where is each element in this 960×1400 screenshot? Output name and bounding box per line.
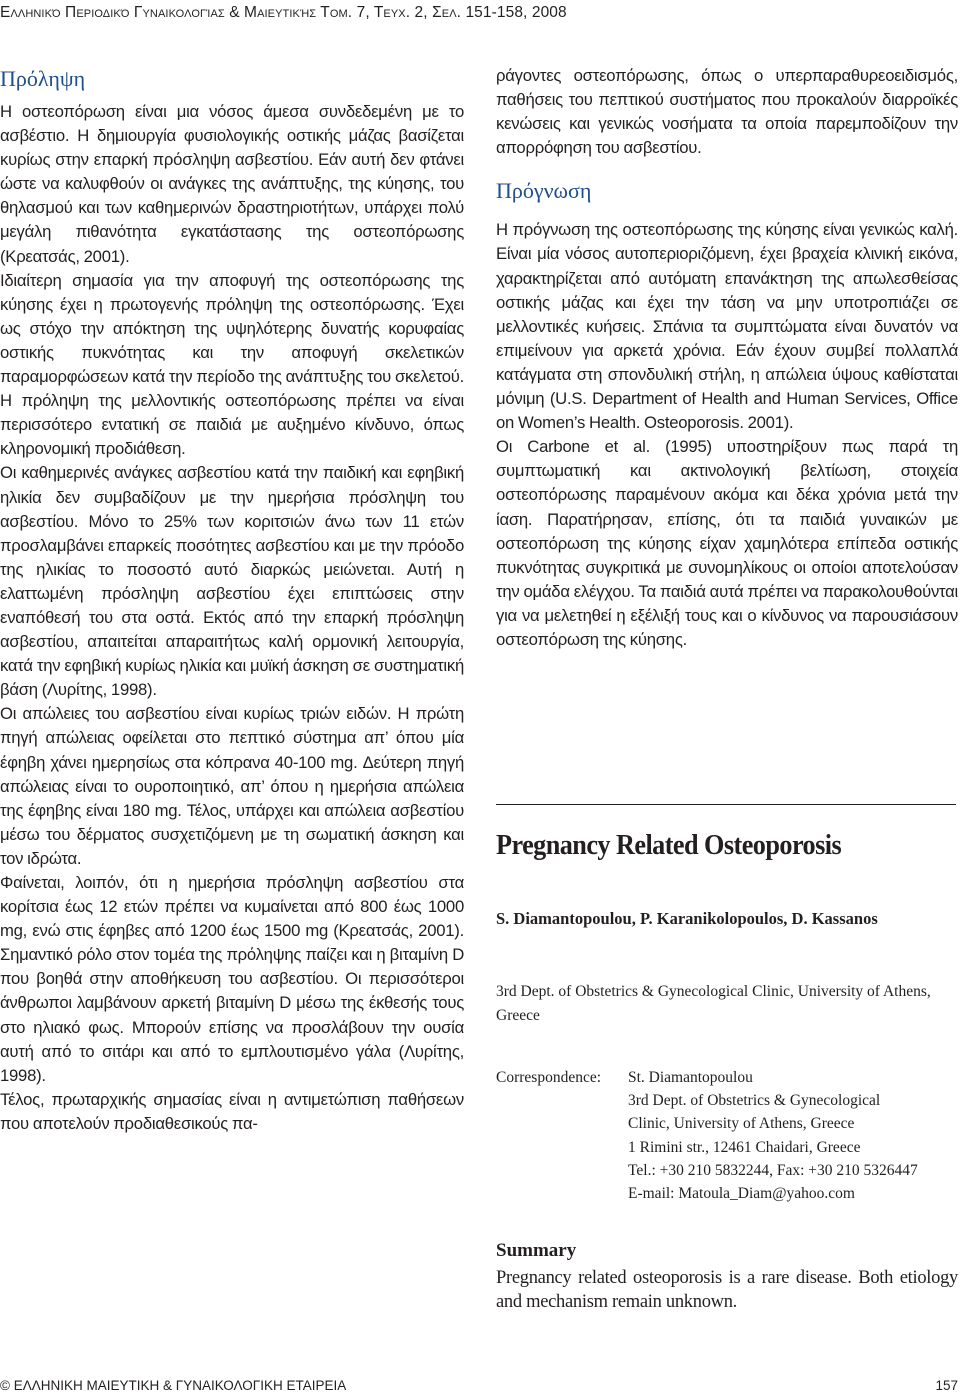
page-number: 157: [935, 1378, 958, 1393]
affiliation: 3rd Dept. of Obstetrics & Gynecological Clinic, University of Athens, Greece: [496, 983, 931, 1024]
section-heading-prognosis: Πρόγνωση: [496, 178, 592, 204]
paragraph: Οι Carbone et al. (1995) υποστηρίξουν πως παρά τη συμπτωματική και ακτινολογική βελτίωση, στοιχεία οστεοπόρωσης παραμένουν ακόμα και δέκα χρόνια μετά την ίαση. Παρατήρησαν, επίσης, ότι τα παιδιά γυναικών με οστεοπόρωση της κύησης είχαν χαμηλότερα επίπεδα οστικής πυκνότητας συγκριτικά με συνομηλίκους οι οποίοι αποτελούσαν την ομάδα ελέγχου. Τα παιδιά αυτά πρέπει να παρακολουθούνται για να μελετηθεί η εξέλιξή τους και ο κίνδυνος να παρουσιάσουν οστεοπόρωση της κύησης.: [496, 437, 958, 649]
paragraph: Φαίνεται, λοιπόν, ότι η ημερήσια πρόσληψη ασβεστίου στα κορίτσια έως 12 ετών πρέπει να κυμαίνεται από 800 έως 1000 mg, ενώ στις έφηβες από 1200 έως 1500 mg (Κρεατσάς, 2001). Σημαντικό ρόλο στον τομέα της πρόληψης παίζει και η βιταμίνη D που βοηθά στην αποθήκευση του ασβεστίου. Οι περισσότεροι άνθρωποι λαμβάνουν αρκετή βιταμίνη D μέσω της έκθεσής τους στο ηλιακό φως. Μπορούν επίσης να προσλάβουν την ουσία αυτή από το σιτάρι και από το εμπλουτισμένο γάλα (Λυρίτης, 1998).: [0, 873, 464, 1085]
summary-heading: Summary: [496, 1240, 577, 1261]
right-column: [496, 64, 958, 652]
left-column: [0, 66, 464, 1136]
divider: [496, 804, 956, 805]
english-title: Pregnancy Related Osteoporosis: [496, 830, 842, 861]
paragraph: Η οστεοπόρωση είναι μια νόσος άμεσα συνδεδεμένη με το ασβέστιο. Η δημιουργία φυσιολογικής οστικής μάζας βασίζεται κυρίως στην επαρκή πρόσληψη ασβεστίου. Εάν αυτή δεν φτάνει ώστε να καλυφθούν οι ανάγκες της ανάπτυξης, της κύησης, του θηλασμού και των καθημερινών δραστηριοτήτων, υπάρχει πολύ μεγάλη πιθανότητα εγκατάστασης της οστεοπόρωσης (Κρεατσάς, 2001).: [0, 102, 464, 266]
paragraph: Τέλος, πρωταρχικής σημασίας είναι η αντιμετώπιση παθήσεων που αποτελούν προδιαθεσικούς πα-: [0, 1089, 464, 1133]
correspondence-line: Clinic, University of Athens, Greece: [628, 1115, 855, 1133]
authors: S. Diamantopoulou, P. Karanikolopoulos, D. Kassanos: [496, 909, 878, 928]
correspondence-address: [628, 1066, 918, 1205]
correspondence-line: Tel.: +30 210 5832244, Fax: +30 210 5326447: [628, 1161, 918, 1179]
correspondence-email: E-mail: Matoula_Diam@yahoo.com: [628, 1185, 855, 1203]
paragraph-continuation: ράγοντες οστεοπόρωσης, όπως ο υπερπαραθυρεοειδισμός, παθήσεις του πεπτικού συστήματος που προκαλούν διαρροϊκές κενώσεις και γενικώς νοσήματα τα οποία παρεμποδίζουν την απορρόφηση του ασβεστίου.: [496, 66, 958, 158]
correspondence-line: St. Diamantopoulou: [628, 1069, 753, 1086]
section-heading-prevention: Πρόληψη: [0, 66, 86, 91]
correspondence-line: 3rd Dept. of Obstetrics & Gynecological: [628, 1092, 881, 1110]
paragraph: Οι καθημερινές ανάγκες ασβεστίου κατά την παιδική και εφηβική ηλικία δεν συμβαδίζουν με την ημερήσια πρόσληψη του ασβεστίου. Μόνο το 25% των κοριτσιών άνω των 11 ετών προσλαμβάνει επαρκείς ποσότητες ασβεστίου και με την πρόοδο της ηλικίας το ποσοστό αυτό διαρκώς μειώνεται. Αυτή η ελαττωμένη πρόσληψη ασβεστίου έχει επιπτώσεις στην εναπόθεσή του στα οστά. Εκτός από την επαρκή πρόσληψη ασβεστίου, απαιτείται απαραιτήτως καλή ορμονική λειτουργία, κατά την εφηβική κυρίως ηλικία και μυϊκή άσκηση σε συστηματική βάση (Λυρίτης, 1998).: [0, 463, 464, 700]
journal-header: Ελληνικό Περιοδικό Γυναικολογίας & Μαιευτικής Τομ. 7, Τευχ. 2, Σελ. 151-158, 2008: [0, 4, 567, 21]
paragraph: Οι απώλειες του ασβεστίου είναι κυρίως τριών ειδών. Η πρώτη πηγή απώλειας οφείλεται στο πεπτικό σύστημα απ’ όπου μία έφηβη χάνει ημερησίως στα κόπρανα 40-100 mg. Δεύτερη πηγή απώλειας είναι το ουροποιητικό, απ’ όπου η ημερήσια απώλεια της έφηβης είναι 180 mg. Τέλος, υπάρχει και απώλεια ασβεστίου μέσω του δέρματος συσχετιζόμενη με τη σωματική άσκηση και τον ιδρώτα.: [0, 704, 464, 868]
paragraph: Ιδιαίτερη σημασία για την αποφυγή της οστεοπόρωσης της κύησης έχει η πρωτογενής πρόληψη της οστεοπόρωσης. Έχει ως στόχο την απόκτηση της υψηλότερης δυνατής κορυφαίας οστικής πυκνότητας και την αποφυγή σκελετικών παραμορφώσεων κατά την περίοδο της ανάπτυξης του σκελετού. Η πρόληψη της μελλοντικής οστεοπόρωσης πρέπει να είναι περισσότερο εντατική σε παιδιά με αυξημένο κίνδυνο, όπως κληρονομική προδιάθεση.: [0, 270, 464, 459]
correspondence-label: Correspondence:: [496, 1069, 602, 1086]
paragraph: Η πρόγνωση της οστεοπόρωσης της κύησης είναι γενικώς καλή. Είναι μία νόσος αυτοπεριοριζόμενη, έχει βραχεία κλινική εικόνα, χαρακτηρίζεται από αυτόματη επανάκτηση της απωλεσθείσας οστικής μάζας και έχει την τάση να μην υποτροπιάζει σε μελλοντικές κυήσεις. Σπάνια τα συμπτώματα είναι δυνατόν να επιμείνουν για αρκετά χρόνια. Εάν έχουν συμβεί πολλαπλά κατάγματα στη σπονδυλική στήλη, η απώλεια ύψους καθίσταται μόνιμη (U.S. Department of Health and Human Services, Office on Women’s Health. Osteoporosis. 2001).: [496, 220, 958, 433]
summary-text: Pregnancy related osteoporosis is a rare disease. Both etiology and mechanism remain unknown.: [496, 1268, 958, 1312]
footer-copyright: © ΕΛΛΗΝΙΚΗ ΜΑΙΕΥΤΙΚΗ & ΓΥΝΑΙΚΟΛΟΓΙΚΗ ΕΤΑΙΡΕΙΑ: [0, 1378, 347, 1393]
correspondence-line: 1 Rimini str., 12461 Chaidari, Greece: [628, 1138, 861, 1156]
